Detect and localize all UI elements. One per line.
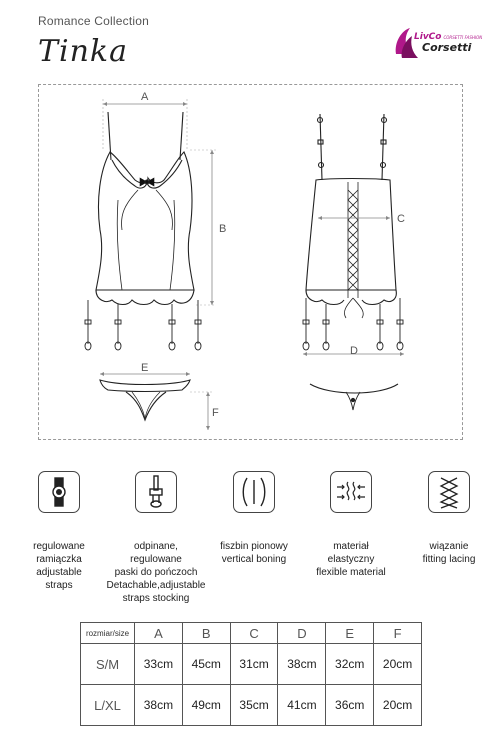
feature-label-boning — [204, 540, 304, 566]
back-view — [303, 114, 405, 410]
column-header: E — [326, 623, 374, 644]
label-e: E — [141, 362, 149, 374]
elastic-material-icon — [330, 471, 372, 513]
table-cell: 49cm — [182, 685, 230, 726]
feature-label-line: ramiączka — [36, 554, 82, 565]
table-cell: 41cm — [278, 685, 326, 726]
label-f: F — [212, 407, 219, 419]
row-size: S/M — [81, 644, 135, 685]
feature-label-line: Detachable,adjustable — [106, 580, 206, 591]
boning-icon — [233, 471, 275, 513]
table-cell: 36cm — [326, 685, 374, 726]
label-a: A — [141, 91, 149, 103]
table-cell: 38cm — [278, 644, 326, 685]
column-header: A — [135, 623, 183, 644]
table-cell: 20cm — [374, 685, 422, 726]
lacing-icon — [428, 471, 470, 513]
stocking-strap-icon — [135, 471, 177, 513]
feature-label-line: odpinane, — [134, 541, 178, 552]
table-row — [81, 685, 422, 726]
table-cell: 38cm — [135, 685, 183, 726]
feature-label-line: vertical boning — [221, 554, 287, 565]
column-header: D — [278, 623, 326, 644]
product-name: Tinka — [38, 34, 128, 69]
table-row — [81, 644, 422, 685]
front-view — [85, 91, 226, 430]
label-c: C — [397, 213, 405, 225]
table-cell: 33cm — [135, 644, 183, 685]
feature-label-elastic — [301, 540, 401, 579]
logo-corsetti: Corsetti — [422, 41, 472, 54]
size-table-corner: rozmiar/size — [81, 623, 135, 644]
feature-label-line: adjustable — [36, 567, 82, 578]
table-cell: 32cm — [326, 644, 374, 685]
table-cell: 45cm — [182, 644, 230, 685]
feature-label-line: flexible material — [316, 567, 386, 578]
column-header: F — [374, 623, 422, 644]
feature-label-line: regulowane — [130, 554, 182, 565]
adjustable-straps-icon — [38, 471, 80, 513]
label-b: B — [219, 223, 227, 235]
feature-label-line: materiał — [333, 541, 369, 552]
label-d: D — [350, 345, 358, 357]
size-table — [80, 622, 422, 726]
table-cell: 20cm — [374, 644, 422, 685]
feature-label-line: straps stocking — [122, 593, 190, 604]
feature-label-line: elastyczny — [327, 554, 375, 565]
table-cell: 35cm — [230, 685, 278, 726]
collection-title: Romance Collection — [38, 14, 149, 28]
column-header: B — [182, 623, 230, 644]
feature-label-adjustable-straps — [9, 540, 109, 592]
feature-label-line: fitting lacing — [422, 554, 476, 565]
feature-label-line: paski do pończoch — [114, 567, 198, 578]
feature-label-line: wiązanie — [429, 541, 469, 552]
logo-livco: LivCo — [414, 32, 442, 42]
column-header: C — [230, 623, 278, 644]
logo-tagline: CORSETTI FASHION — [443, 35, 483, 40]
feature-label-line: fiszbin pionowy — [220, 541, 288, 552]
feature-label-line: regulowane — [33, 541, 85, 552]
feature-label-line: straps — [45, 580, 73, 591]
size-table-header — [81, 623, 422, 644]
table-cell: 31cm — [230, 644, 278, 685]
feature-label-stocking-straps — [106, 540, 206, 605]
feature-label-lacing — [399, 540, 499, 566]
row-size: L/XL — [81, 685, 135, 726]
